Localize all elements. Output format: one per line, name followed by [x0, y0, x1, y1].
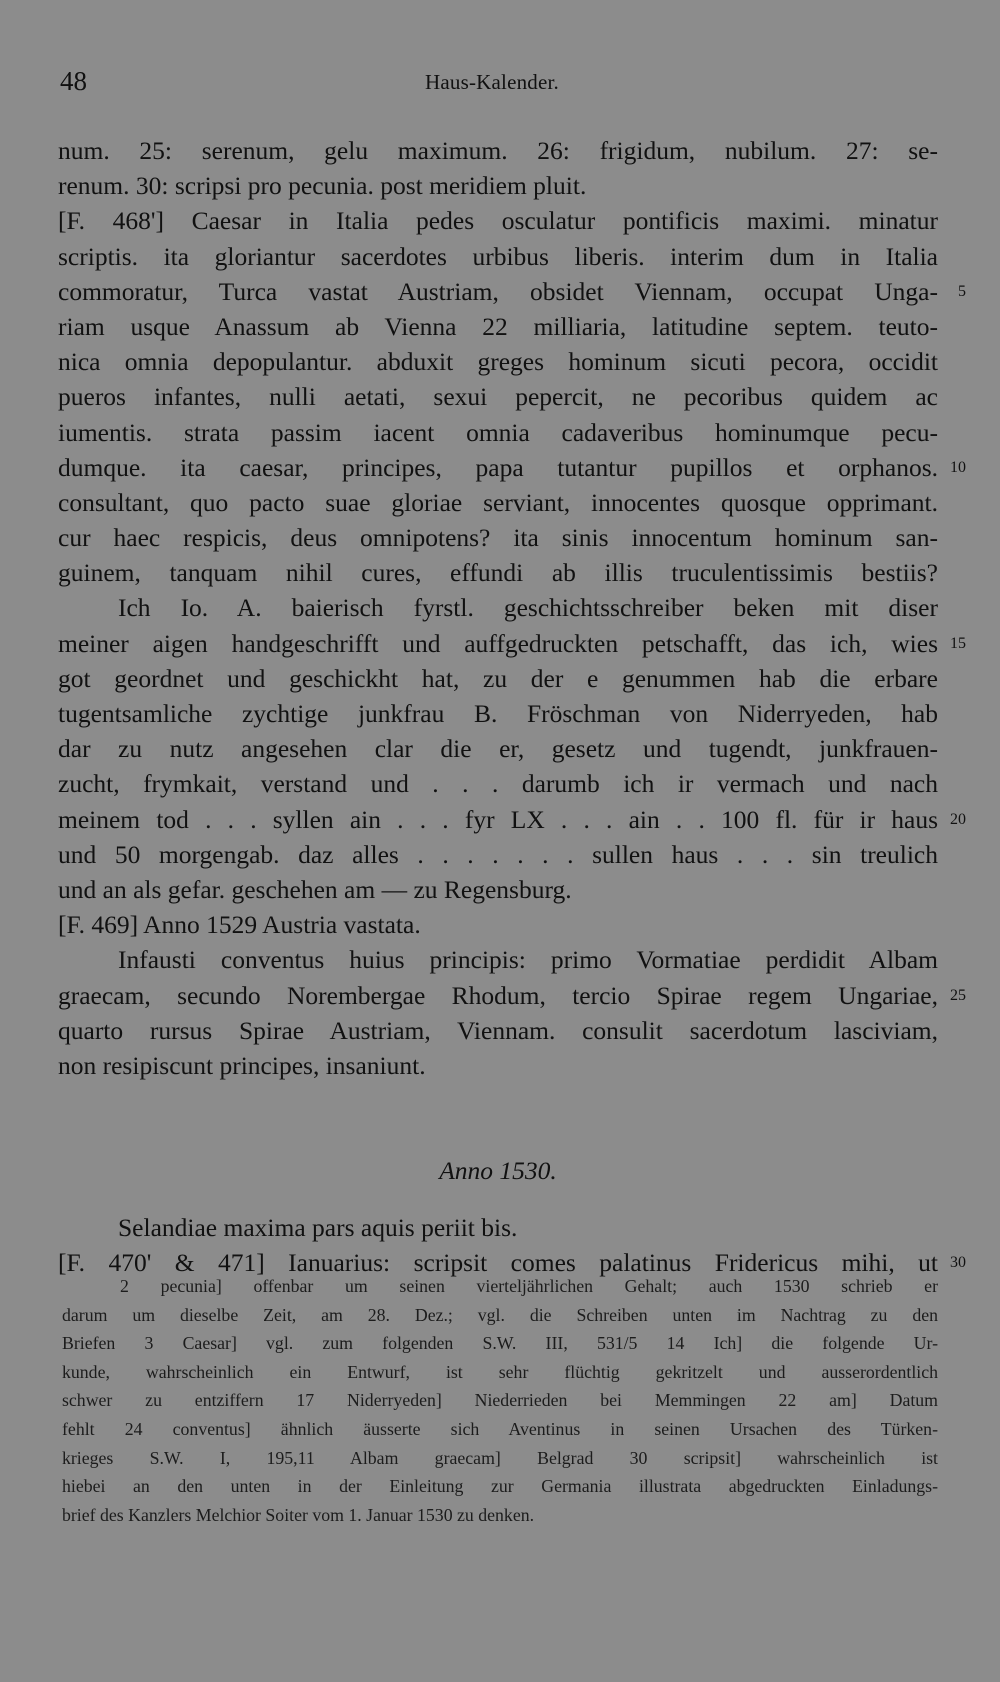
text-line: [F. 469] Anno 1529 Austria vastata.	[58, 910, 421, 940]
text-line: Ich Io. A. baierisch fyrstl. geschichtsschreiber beken mit diser	[118, 593, 938, 623]
main-text	[58, 133, 966, 1281]
text-line-content: dumque. ita caesar, principes, papa tutantur pupillos et orphanos.	[58, 452, 938, 482]
text-line: quarto rursus Spirae Austriam, Viennam. consulit sacerdotum lasciviam,	[58, 1015, 938, 1045]
spacer	[58, 1083, 938, 1153]
text-line: Infausti conventus huius principis: primo Vormatiae perdidit Albam	[118, 945, 938, 975]
page-number: 48	[60, 66, 87, 96]
line-number: 10	[950, 458, 966, 476]
text-line-content: graecam, secundo Norembergae Rhodum, tercio Spirae regem Ungariae,	[58, 980, 938, 1010]
footnotes	[62, 1272, 938, 1529]
text-line: num. 25: serenum, gelu maximum. 26: frigidum, nubilum. 27: se-	[58, 136, 938, 165]
text-line: non resipiscunt principes, insaniunt.	[58, 1050, 426, 1080]
text-line: got geordnet und geschickht hat, zu der e genummen hab die erbare	[58, 663, 938, 693]
page-header	[60, 66, 940, 106]
text-line: und 50 morgengab. daz alles . . . . . . . sullen haus . . . sin treulich	[58, 839, 938, 869]
line-number: 30	[950, 1254, 966, 1272]
text-line: pueros infantes, nulli aetati, sexui pepercit, ne pecoribus quidem ac	[58, 382, 938, 412]
text-line-content: meiner aigen handgeschrifft und auffgedruckten petschafft, das ich, wies	[58, 628, 938, 658]
text-line: renum. 30: scripsi pro pecunia. post meridiem pluit.	[58, 171, 587, 201]
footnote-line: Briefen 3 Caesar] vgl. zum folgenden S.W. III, 531/5 14 Ich] die folgende Ur-	[62, 1333, 938, 1354]
line-number: 5	[958, 282, 966, 300]
footnote-line: hiebei an den unten in der Einleitung zur Germania illustrata abgedruckten Einladungs-	[62, 1476, 938, 1497]
text-line	[58, 978, 966, 1013]
line-number: 20	[950, 810, 966, 828]
text-line: [F. 468'] Caesar in Italia pedes osculatur pontificis maximi. minatur	[58, 206, 938, 236]
running-title: Haus-Kalender.	[425, 70, 559, 94]
text-line-content: meinem tod . . . syllen ain . . . fyr LX . . . ain . . 100 fl. für ir haus	[58, 804, 938, 834]
text-line	[58, 450, 966, 485]
footnote-line: 2 pecunia] offenbar um seinen vierteljährlichen Gehalt; auch 1530 schrieb er	[120, 1276, 938, 1296]
text-line: scriptis. ita gloriantur sacerdotes urbibus liberis. interim dum in Italia	[58, 241, 938, 271]
text-line: zucht, frymkait, verstand und . . . darumb ich ir vermach und nach	[58, 769, 938, 799]
footnote-line: darum um dieselbe Zeit, am 28. Dez.; vgl. die Schreiben unten im Nachtrag zu den	[62, 1304, 938, 1325]
footnote-line: brief des Kanzlers Melchior Soiter vom 1. Januar 1530 zu denken.	[62, 1504, 535, 1525]
text-line-content: commoratur, Turca vastat Austriam, obsidet Viennam, occupat Unga-	[58, 276, 938, 306]
text-line: cur haec respicis, deus omnipotens? ita sinis innocentum hominum san-	[58, 523, 938, 553]
text-line: nica omnia depopulantur. abduxit greges hominum sicuti pecora, occidit	[58, 347, 938, 377]
text-line-content: [F. 470' & 471] Ianuarius: scripsit comes palatinus Fridericus mihi, ut	[58, 1248, 938, 1278]
text-line: dar zu nutz angesehen clar die er, gesetz und tugendt, junkfrauen-	[58, 734, 938, 764]
text-line: Selandiae maxima pars aquis periit bis.	[118, 1213, 518, 1243]
text-line	[58, 274, 966, 309]
text-line	[58, 802, 966, 837]
text-line: consultant, quo pacto suae gloriae serviant, innocentes quosque opprimant.	[58, 487, 938, 517]
text-line: iumentis. strata passim iacent omnia cadaveribus hominumque pecu-	[58, 417, 938, 447]
text-line: tugentsamliche zychtige junkfrau B. Fröschman von Niderryeden, hab	[58, 699, 938, 728]
line-number: 25	[950, 986, 966, 1004]
text-line: und an als gefar. geschehen am — zu Regensburg.	[58, 874, 572, 904]
footnote-line: kunde, wahrscheinlich ein Entwurf, ist sehr flüchtig gekritzelt und ausserordentlich	[62, 1361, 938, 1382]
text-line: riam usque Anassum ab Vienna 22 milliaria, latitudine septem. teuto-	[58, 311, 938, 341]
footnote-line: fehlt 24 conventus] ähnlich äusserte sich Aventinus in seinen Ursachen des Türken-	[62, 1418, 938, 1439]
section-heading: Anno 1530.	[439, 1156, 557, 1186]
footnote-line: krieges S.W. I, 195,11 Albam graecam] Belgrad 30 scripsit] wahrscheinlich ist	[62, 1447, 938, 1468]
text-line	[58, 626, 966, 661]
line-number: 15	[950, 634, 966, 652]
text-line: guinem, tanquam nihil cures, effundi ab illis truculentissimis bestiis?	[58, 558, 938, 588]
spacer	[58, 1188, 938, 1210]
footnote-line: schwer zu entziffern 17 Niderryeden] Niederrieden bei Memmingen 22 am] Datum	[62, 1390, 938, 1411]
